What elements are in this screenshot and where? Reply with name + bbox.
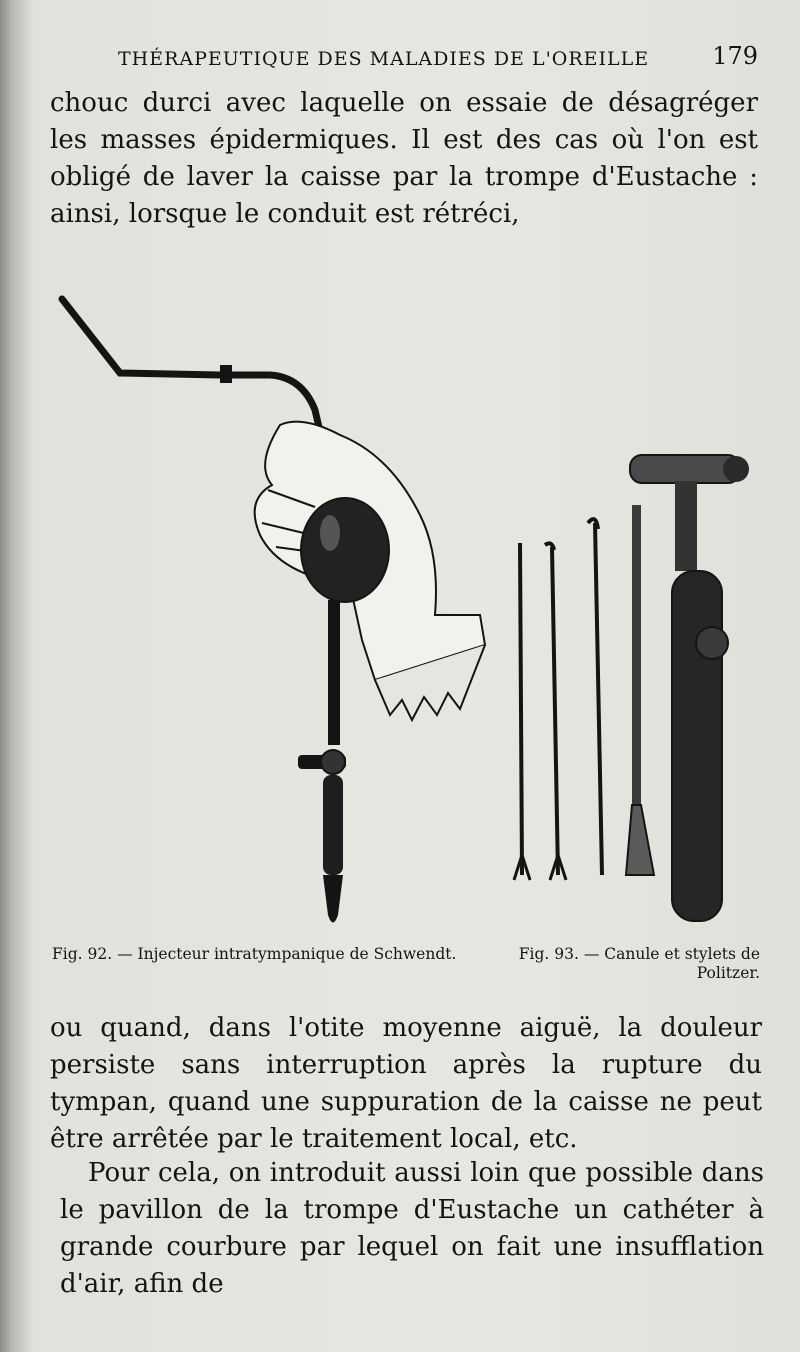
paragraph-procedure: Pour cela, on introduit aussi loin que possible dans le pavillon de la trompe d'Eustache un cathéter à grande courbure par lequel on fait une insufflation d'air, afin de: [60, 1158, 764, 1299]
page-header: [118, 40, 758, 80]
injector-stem: [328, 600, 340, 745]
page-number: 179: [712, 42, 758, 70]
paragraph-intro: chouc durci avec laquelle on essaie de désagréger les masses épidermiques. Il est des cas où l'on est obligé de laver la caisse par la trompe d'Eustache : ainsi, lorsque le conduit est rétréci,: [50, 88, 758, 229]
injector-handle: [323, 775, 343, 875]
figure-92-caption: Fig. 92. — Injecteur intratympanique de Schwendt.: [52, 945, 457, 963]
politzer-canula: [626, 505, 654, 875]
paragraph-continuation: ou quand, dans l'otite moyenne aiguë, la douleur persiste sans interruption après la rupture du tympan, quand une suppuration de la caisse ne peut être arrêtée par le traitement local, etc.: [50, 1013, 762, 1154]
figure-93-caption: Fig. 93. — Canule et stylets de Politzer.: [518, 945, 760, 982]
rubber-bulb: [301, 498, 389, 602]
tube-clamp: [220, 365, 232, 383]
politzer-stylets: [514, 519, 602, 880]
running-title: THÉRAPEUTIQUE DES MALADIES DE L'OREILLE: [118, 48, 650, 70]
instruments-illustration: [40, 285, 760, 935]
